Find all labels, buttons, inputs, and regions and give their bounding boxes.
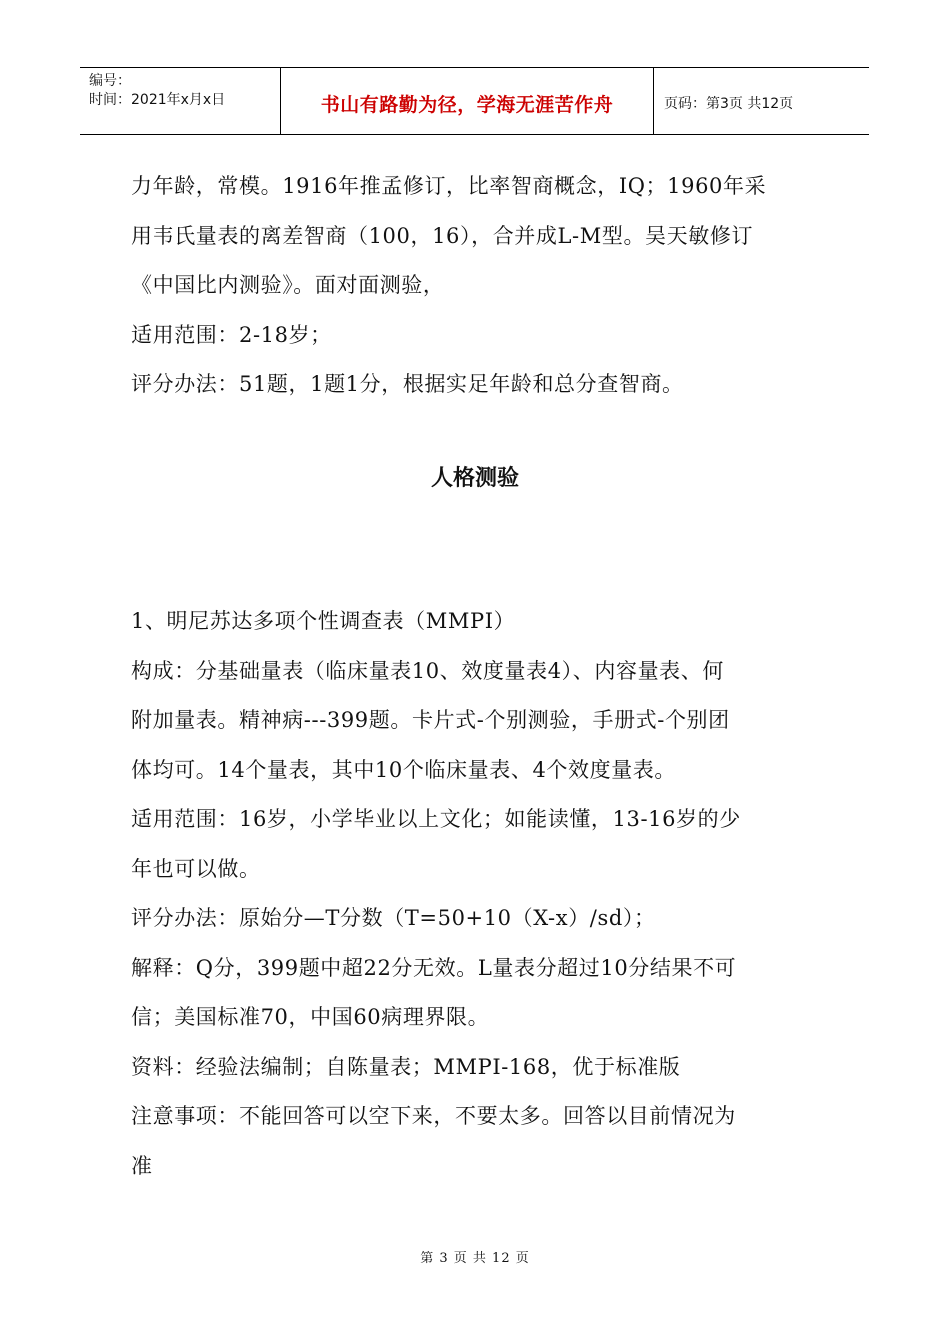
paragraph-line: 力年龄，常模。1916年推孟修订，比率智商概念，IQ；1960年采: [131, 174, 767, 198]
section2-body: [131, 597, 821, 1191]
paragraph-line: 注意事项：不能回答可以空下来，不要太多。回答以目前情况为: [131, 1104, 736, 1128]
paragraph-line: 准: [131, 1153, 153, 1178]
motto-text: 书山有路勤为径，学海无涯苦作舟: [320, 93, 614, 116]
header-motto-cell: [281, 68, 654, 134]
paragraph-line: 资料：经验法编制；自陈量表；MMPI-168，优于标准版: [131, 1054, 681, 1079]
paragraph-line: 体均可。14个量表，其中10个临床量表、4个效度量表。: [131, 757, 677, 782]
paragraph-line: 评分办法：51题，1题1分，根据实足年龄和总分查智商。: [131, 372, 684, 396]
paragraph-line: 附加量表。精神病---399题。卡片式-个别测验，手册式-个别团: [131, 708, 730, 732]
header-meta: [80, 68, 281, 134]
paragraph-line: 年也可以做。: [131, 856, 261, 881]
header-page-cell: [654, 68, 869, 134]
section1-body: [131, 162, 821, 410]
page-info: 页码：第3页 共12页: [664, 96, 794, 112]
page-header: [80, 67, 869, 135]
paragraph-line: 信；美国标准70，中国60病理界限。: [131, 1005, 490, 1029]
paragraph-line: 用韦氏量表的离差智商（100，16），合并成L-M型。吴天敏修订: [131, 223, 754, 248]
number-label: 编号：: [89, 73, 131, 89]
time-label: 时间：2021年x月x日: [89, 92, 226, 108]
paragraph-line: 构成：分基础量表（临床量表10、效度量表4）、内容量表、何: [131, 658, 724, 683]
paragraph-line: 适用范围：2-18岁；: [131, 322, 332, 347]
paragraph-line: 评分办法：原始分—T分数（T=50+10（X-x）/sd）；: [131, 906, 656, 930]
paragraph-line: 适用范围：16岁，小学毕业以上文化；如能读懂，13-16岁的少: [131, 807, 741, 831]
section-heading: 人格测验: [430, 466, 519, 491]
paragraph-line: 解释：Q分，399题中超22分无效。L量表分超过10分结果不可: [131, 955, 737, 980]
page-footer: 第 3 页 共 12 页: [420, 1251, 530, 1266]
paragraph-line: 1、明尼苏达多项个性调查表（MMPI）: [131, 609, 516, 633]
paragraph-line: 《中国比内测验》。面对面测验，: [131, 273, 445, 297]
